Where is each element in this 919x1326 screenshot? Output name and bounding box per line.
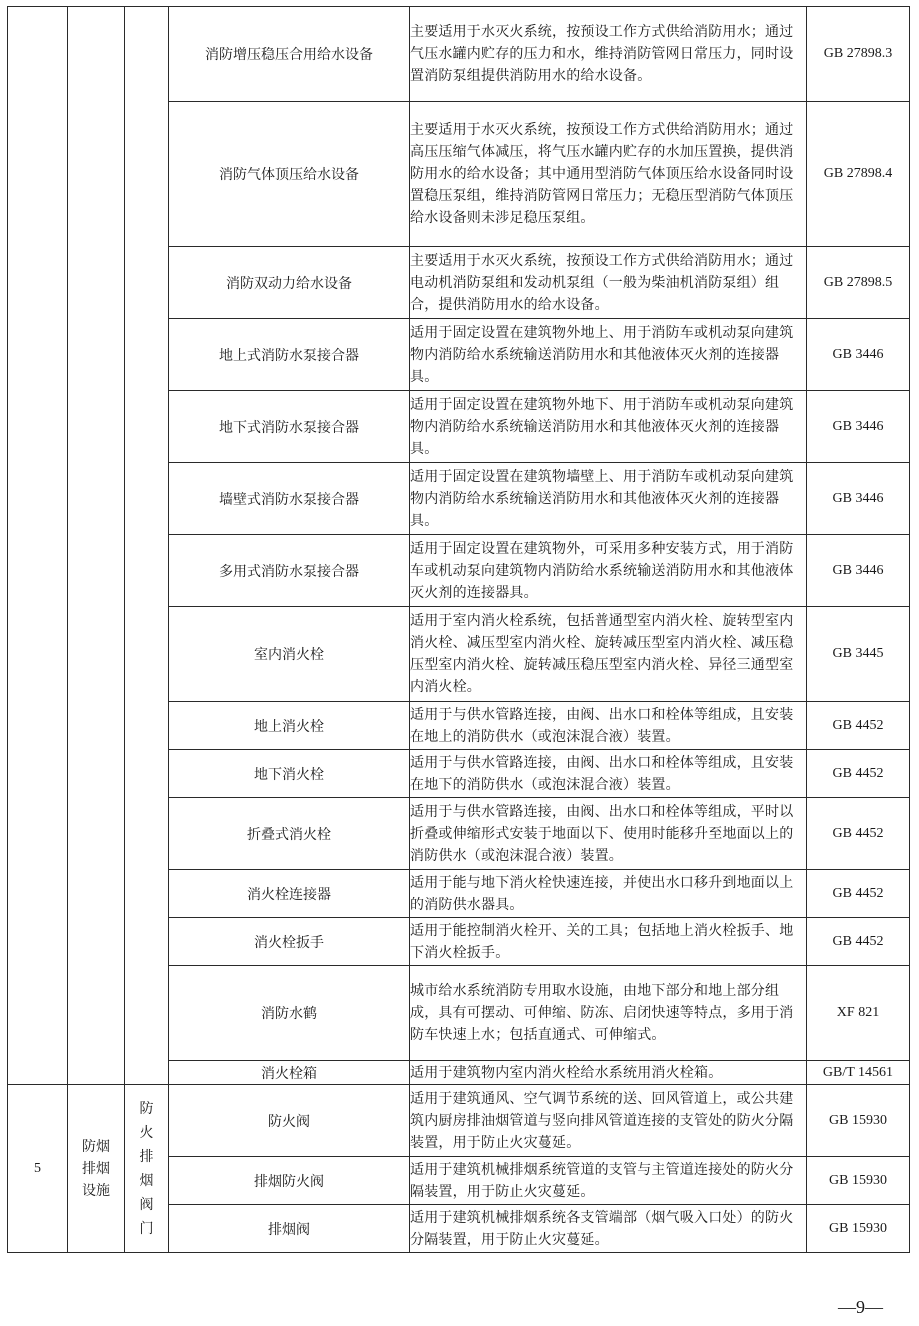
product-name: 室内消火栓: [169, 607, 410, 702]
product-name: 消防水鹤: [169, 966, 410, 1061]
standard-code: GB 4452: [807, 750, 910, 798]
standard-code: GB 15930: [807, 1205, 910, 1253]
standard-code: GB 3446: [807, 463, 910, 535]
standards-table: [7, 6, 910, 1253]
standard-code: GB 27898.3: [807, 7, 910, 102]
product-description: 主要适用于水灭火系统，按预设工作方式供给消防用水；通过气压水罐内贮存的压力和水，维持消防管网日常压力，同时设置消防泵组提供消防用水的给水设备。: [410, 7, 807, 102]
number-cell: [8, 7, 68, 1085]
product-description: 适用于室内消火栓系统，包括普通型室内消火栓、旋转型室内消火栓、减压型室内消火栓、旋转减压型室内消火栓、减压稳压型室内消火栓、旋转减压稳压型室内消火栓、异径三通型室内消火栓。: [410, 607, 807, 702]
product-name: 消防双动力给水设备: [169, 247, 410, 319]
product-description: 适用于与供水管路连接，由阀、出水口和栓体等组成，平时以折叠或伸缩形式安装于地面以下、使用时能移升至地面以上的消防供水（或泡沫混合液）装置。: [410, 798, 807, 870]
product-name: 地上式消防水泵接合器: [169, 319, 410, 391]
product-name: 消防气体顶压给水设备: [169, 102, 410, 247]
product-description: 适用于建筑通风、空气调节系统的送、回风管道上，或公共建筑内厨房排油烟管道与竖向排风管道连接的支管处的防火分隔装置，用于防止火灾蔓延。: [410, 1085, 807, 1157]
product-name: 地下消火栓: [169, 750, 410, 798]
standard-code: GB/T 14561: [807, 1061, 910, 1085]
table-body: [8, 7, 910, 1253]
product-description: 主要适用于水灭火系统，按预设工作方式供给消防用水；通过电动机消防泵组和发动机泵组（一般为柴油机消防泵组）组合，提供消防用水的给水设备。: [410, 247, 807, 319]
product-description: 适用于固定设置在建筑物外地下、用于消防车或机动泵向建筑物内消防给水系统输送消防用水和其他液体灭火剂的连接器具。: [410, 391, 807, 463]
product-description: 城市给水系统消防专用取水设施，由地下部分和地上部分组成，具有可摆动、可伸缩、防冻、启闭快速等特点，多用于消防车快速上水；包括直通式、可伸缩式。: [410, 966, 807, 1061]
standard-code: GB 15930: [807, 1157, 910, 1205]
standard-code: GB 3446: [807, 535, 910, 607]
section-category: 防烟排烟设施: [68, 1085, 125, 1253]
product-description: 适用于固定设置在建筑物墙壁上、用于消防车或机动泵向建筑物内消防给水系统输送消防用水和其他液体灭火剂的连接器具。: [410, 463, 807, 535]
product-description: 适用于建筑物内室内消火栓给水系统用消火栓箱。: [410, 1061, 807, 1085]
standard-code: GB 3446: [807, 319, 910, 391]
product-description: 适用于能与地下消火栓快速连接，并使出水口移升到地面以上的消防供水器具。: [410, 870, 807, 918]
page-number: —9—: [838, 1297, 883, 1317]
product-description: 适用于与供水管路连接，由阀、出水口和栓体等组成，且安装在地下的消防供水（或泡沫混合液）装置。: [410, 750, 807, 798]
product-description: 主要适用于水灭火系统，按预设工作方式供给消防用水；通过高压压缩气体减压，将气压水罐内贮存的水加压置换，提供消防用水的给水设备；其中通用型消防气体顶压给水设备同时设置稳压泵组，维持消防管网日常压力；无稳压型消防气体顶压给水设备则未涉足稳压泵组。: [410, 102, 807, 247]
table-row: [8, 7, 910, 102]
product-description: 适用于建筑机械排烟系统管道的支管与主管道连接处的防火分隔装置，用于防止火灾蔓延。: [410, 1157, 807, 1205]
product-name: 地下式消防水泵接合器: [169, 391, 410, 463]
standard-code: XF 821: [807, 966, 910, 1061]
product-name: 消火栓扳手: [169, 918, 410, 966]
product-name: 消火栓箱: [169, 1061, 410, 1085]
standard-code: GB 4452: [807, 870, 910, 918]
product-name: 多用式消防水泵接合器: [169, 535, 410, 607]
product-description: 适用于建筑机械排烟系统各支管端部（烟气吸入口处）的防火分隔装置，用于防止火灾蔓延。: [410, 1205, 807, 1253]
product-name: 防火阀: [169, 1085, 410, 1157]
standard-code: GB 4452: [807, 918, 910, 966]
standard-code: GB 3446: [807, 391, 910, 463]
standard-code: GB 15930: [807, 1085, 910, 1157]
standard-code: GB 3445: [807, 607, 910, 702]
standard-code: GB 27898.4: [807, 102, 910, 247]
subcategory-cell: [125, 7, 169, 1085]
product-name: 墙壁式消防水泵接合器: [169, 463, 410, 535]
table-row: [8, 1085, 910, 1157]
standard-code: GB 4452: [807, 798, 910, 870]
product-name: 排烟阀: [169, 1205, 410, 1253]
product-name: 消防增压稳压合用给水设备: [169, 7, 410, 102]
section-number: 5: [8, 1085, 68, 1253]
section-subcategory: 防火排烟阀门: [125, 1085, 169, 1253]
standard-code: GB 4452: [807, 702, 910, 750]
category-cell: [68, 7, 125, 1085]
product-name: 折叠式消火栓: [169, 798, 410, 870]
product-description: 适用于固定设置在建筑物外，可采用多种安装方式，用于消防车或机动泵向建筑物内消防给水系统输送消防用水和其他液体灭火剂的连接器具。: [410, 535, 807, 607]
product-name: 消火栓连接器: [169, 870, 410, 918]
product-description: 适用于与供水管路连接，由阀、出水口和栓体等组成，且安装在地上的消防供水（或泡沫混合液）装置。: [410, 702, 807, 750]
product-name: 地上消火栓: [169, 702, 410, 750]
standard-code: GB 27898.5: [807, 247, 910, 319]
product-description: 适用于能控制消火栓开、关的工具；包括地上消火栓扳手、地下消火栓扳手。: [410, 918, 807, 966]
product-description: 适用于固定设置在建筑物外地上、用于消防车或机动泵向建筑物内消防给水系统输送消防用水和其他液体灭火剂的连接器具。: [410, 319, 807, 391]
product-name: 排烟防火阀: [169, 1157, 410, 1205]
